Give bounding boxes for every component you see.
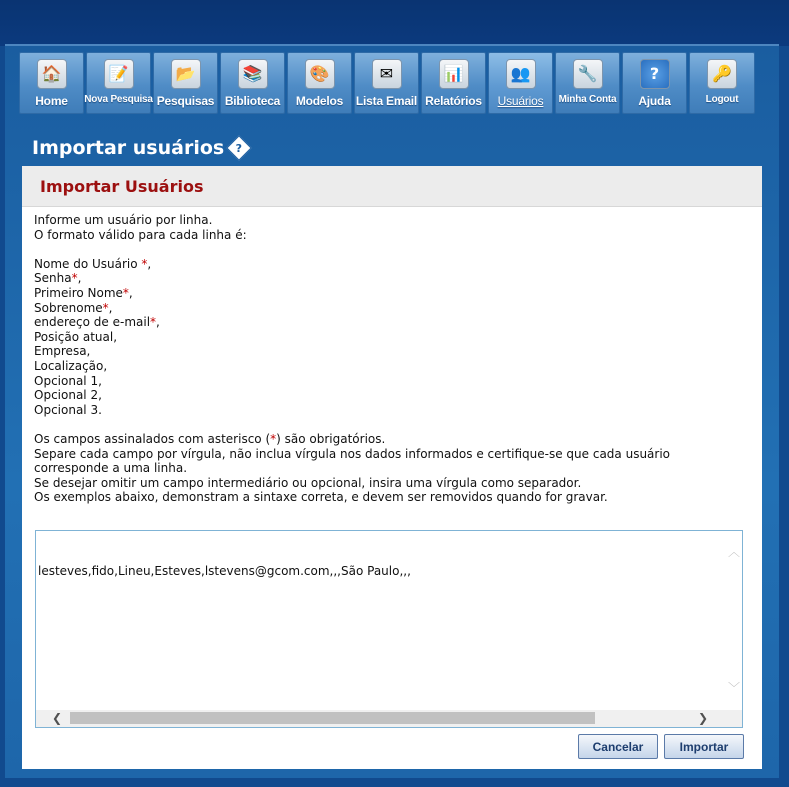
help-glyph: ? xyxy=(236,141,243,155)
required-asterisk: * xyxy=(150,315,157,330)
library-icon: 📚 xyxy=(238,59,268,89)
textarea-value: lesteves,fido,Lineu,Esteves,lstevens@gcom.com,,,São Paulo,,, xyxy=(38,564,411,578)
required-asterisk: * xyxy=(270,431,277,446)
main-nav xyxy=(19,52,755,114)
cancel-button[interactable]: Cancelar xyxy=(578,734,658,759)
nav-item-modelos[interactable] xyxy=(287,52,352,114)
intro-line: Informe um usuário por linha. xyxy=(34,213,213,227)
palette-icon: 🎨 xyxy=(305,59,335,89)
intro-line: O formato válido para cada linha é: xyxy=(34,227,247,242)
page-title xyxy=(32,137,248,159)
nav-item-pesquisas[interactable] xyxy=(153,52,218,114)
scroll-right-icon[interactable]: ❯ xyxy=(697,711,708,725)
new-survey-icon: 📝 xyxy=(104,59,134,89)
nav-label: Modelos xyxy=(295,94,344,108)
users-textarea[interactable] xyxy=(35,530,743,728)
required-asterisk: * xyxy=(141,256,148,271)
nav-label: Logout xyxy=(705,94,739,105)
note-line: corresponde a uma linha. xyxy=(34,461,188,476)
nav-item-lista-email[interactable] xyxy=(354,52,419,114)
note-line: Separe cada campo por vírgula, não inclua vírgula nos dados informados e certifique-se que cada usuário xyxy=(34,446,671,461)
horizontal-scroll-thumb[interactable] xyxy=(70,712,595,724)
email-icon: ✉ xyxy=(372,59,402,89)
import-panel xyxy=(22,166,762,769)
nav-item-usuarios[interactable] xyxy=(488,52,553,114)
field-line: Localização, xyxy=(34,358,108,373)
field-line: Senha*, xyxy=(34,271,82,286)
reports-icon: 📊 xyxy=(439,59,469,89)
field-line: Empresa, xyxy=(34,344,91,359)
nav-label: Pesquisas xyxy=(156,94,215,108)
note-required: Os campos assinalados com asterisco (*) são obrigatórios. xyxy=(34,431,386,446)
instructions xyxy=(34,213,734,505)
account-icon: 🔧 xyxy=(573,59,603,89)
panel-heading: Importar Usuários xyxy=(40,176,204,196)
nav-item-minha-conta[interactable] xyxy=(555,52,620,114)
field-line: Opcional 3. xyxy=(34,402,102,417)
note-line: Se desejar omitir um campo intermediário ou opcional, insira uma vírgula como separador. xyxy=(34,475,582,490)
scroll-left-icon[interactable]: ❮ xyxy=(52,711,63,725)
nav-label: Biblioteca xyxy=(224,94,281,108)
required-asterisk: * xyxy=(71,271,78,286)
nav-label: Ajuda xyxy=(638,94,671,108)
import-button[interactable]: Importar xyxy=(664,734,744,759)
nav-label: Usuários xyxy=(497,94,544,108)
help-icon: ? xyxy=(640,59,670,89)
nav-label: Nova Pesquisa xyxy=(84,94,153,105)
required-asterisk: * xyxy=(122,285,129,300)
users-icon: 👥 xyxy=(506,59,536,89)
horizontal-scrollbar[interactable] xyxy=(36,710,742,727)
field-line: Primeiro Nome*, xyxy=(34,285,133,300)
note-line: Os exemplos abaixo, demonstram a sintaxe correta, e devem ser removidos quando for gravar. xyxy=(34,490,608,505)
page-title-text: Importar usuários xyxy=(32,137,225,159)
key-icon: 🔑 xyxy=(707,59,737,89)
nav-item-nova-pesquisa[interactable] xyxy=(86,52,151,114)
nav-label: Relatórios xyxy=(425,94,482,108)
panel-header xyxy=(22,166,762,207)
field-line: Nome do Usuário *, xyxy=(34,256,152,271)
required-asterisk: * xyxy=(102,300,109,315)
nav-item-logout[interactable] xyxy=(689,52,755,114)
vertical-scrollbar[interactable] xyxy=(725,531,742,710)
scroll-up-icon[interactable]: ︿ xyxy=(728,545,741,559)
folder-icon: 📂 xyxy=(171,59,201,89)
help-diamond-icon[interactable] xyxy=(226,135,251,160)
nav-item-biblioteca[interactable] xyxy=(220,52,285,114)
field-line: Opcional 1, xyxy=(34,373,102,388)
scroll-down-icon[interactable]: ﹀ xyxy=(728,681,741,695)
nav-label: Home xyxy=(35,94,68,108)
nav-item-relatorios[interactable] xyxy=(421,52,486,114)
field-line: Opcional 2, xyxy=(34,388,102,403)
nav-label: Lista Email xyxy=(355,94,418,108)
nav-item-ajuda[interactable] xyxy=(622,52,687,114)
nav-label: Minha Conta xyxy=(558,94,617,105)
field-line: Posição atual, xyxy=(34,329,118,344)
field-line: Sobrenome*, xyxy=(34,300,113,315)
field-line: endereço de e-mail*, xyxy=(34,315,160,330)
nav-item-home[interactable] xyxy=(19,52,84,114)
house-icon: 🏠 xyxy=(37,59,67,89)
